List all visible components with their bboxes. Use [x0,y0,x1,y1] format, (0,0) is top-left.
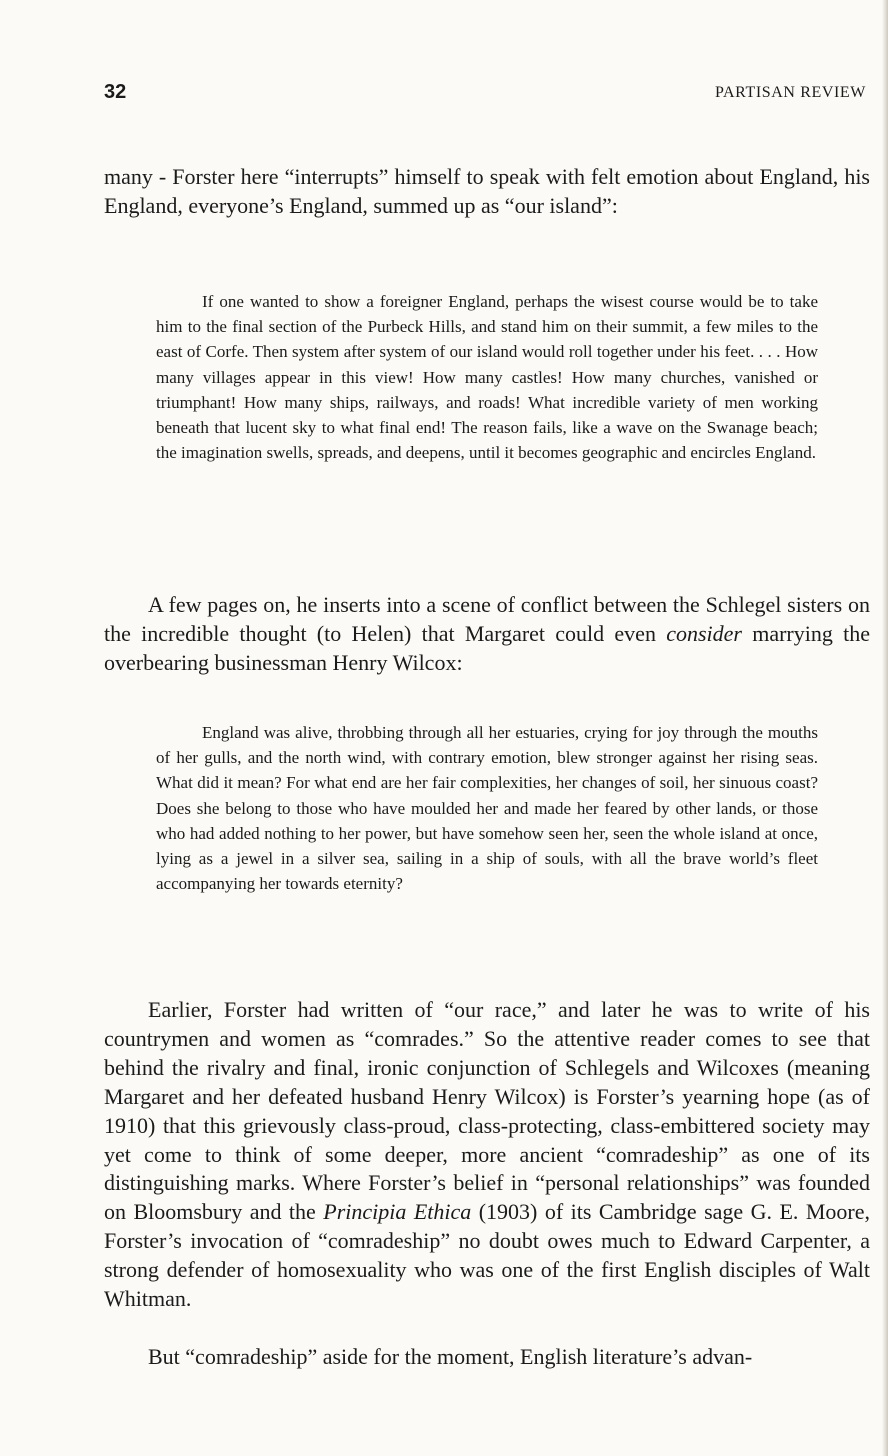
running-head [104,80,866,106]
body-paragraph-2 [104,591,870,678]
body-paragraph-3 [104,996,870,1314]
body-paragraph-2-lead: A few pages on, he inserts into a scene of conflict between the Schlegel sisters on the incredible thought (to Helen) that Margaret could even [104,592,870,646]
block-quote-2 [156,720,818,896]
body-paragraph-3-tail: (1903) of its Cambridge sage G. E. Moore, Forster’s invocation of “comradeship” no doubt owes much to Edward Carpenter, a strong defender of homosexuality who was one of the first English disciples of Walt Whitman. [104,1199,871,1312]
block-quote-2-text: England was alive, throbbing through all her estuaries, crying for joy through the mouths of her gulls, and the north wind, with contrary emotion, blew stronger against her rising seas. What did it mean? For what end are her fair complexities, her changes of soil, her sinuous coast? Does she belong to those who have moulded her and made her feared by other lands, or those who had added nothing to her power, but have somehow seen her, seen the whole island at once, lying as a jewel in a silver sea, sailing in a ship of souls, with all the brave world’s fleet accompanying her towards eternity? [156,723,818,894]
page-edge-shadow [882,0,888,1456]
journal-title: PARTISAN REVIEW [714,84,866,101]
italic-title: Principia Ethica [323,1199,472,1225]
body-paragraph-2-tail: marrying the overbearing businessman Henry Wilcox: [104,620,870,675]
body-paragraph-4-text: But “comradeship” aside for the moment, English literature’s advan- [148,1344,753,1369]
body-paragraph-3-lead: Earlier, Forster had written of “our race,” and later he was to write of his countrymen and women as “comrades.” So the attentive reader comes to see that behind the rivalry and final, ironic conjunction of Schlegels and Wilcoxes (meaning Margaret and her defeated husband Henry Wilcox) is Forster’s yearning hope (as of 1910) that this grievously class-proud, class-protecting, class-embittered society may yet come to think of some deeper, more ancient “comradeship” as one of its distinguishing marks. Where Forster’s belief in “personal relationships” was founded on Bloomsbury and the [104,997,870,1225]
block-quote-1 [156,289,818,465]
body-paragraph-1: many - Forster here “interrupts” himself to speak with felt emotion about England, his England, everyone’s England, summed up as “our island”: [104,164,870,218]
block-quote-1-text: If one wanted to show a foreigner England, perhaps the wisest course would be to take him to the final section of the Purbeck Hills, and stand him on their summit, a few miles to the east of Corfe. Then system after system of our island would roll together under his feet. . . . How many villages appear in this view! How many castles! How many churches, vanished or triumphant! How many ships, railways, and roads! What incredible variety of men working beneath that lucent sky to what final end! The reason fails, like a wave on the Swanage beach; the imagination swells, spreads, and deepens, until it becomes geographic and encircles England. [156,292,818,463]
page-number: 32 [104,81,127,103]
italic-emphasis: consider [666,620,742,646]
body-paragraph-4 [104,1343,870,1372]
